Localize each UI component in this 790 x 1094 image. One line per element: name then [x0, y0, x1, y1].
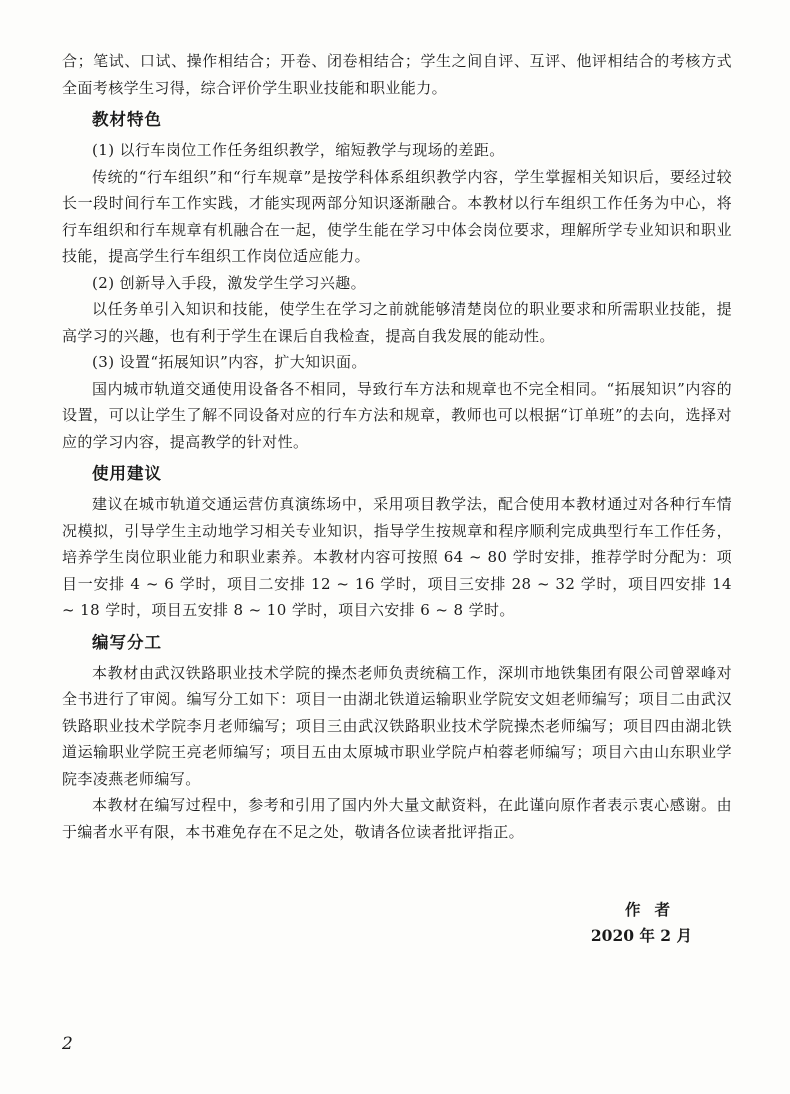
usage-body: 建议在城市轨道交通运营仿真演练场中，采用项目教学法，配合使用本教材通过对各种行车情况模拟，引导学生主动地学习相关专业知识，指导学生按规章和程序顺利完成典型行车工作任务，培养学生岗位职业能力和职业素养。本教材内容可按照 64 ~ 80 学时安排，推荐学时分配为：项目一安排 4 ~ 6 学时，项目二安排 12 ~ 16 学时，项目三安排 28 ~ 32 学时，项目四安排 14 ~ 18 学时，项目五安排 8 ~ 10 学时，项目六安排 6 ~ 8 学时。	[62, 495, 732, 619]
division-heading: 编写分工	[92, 632, 162, 652]
feature-1-title: (1) 以行车岗位工作任务组织教学，缩短教学与现场的差距。	[92, 141, 505, 159]
feature-3-title: (3) 设置“拓展知识”内容，扩大知识面。	[92, 353, 367, 371]
page-number: 2	[62, 1034, 73, 1054]
feature-3-body: 国内城市轨道交通使用设备各不相同，导致行车方法和规章也不完全相同。“拓展知识”内容的设置，可以让学生了解不同设备对应的行车方法和规章，教师也可以根据“订单班”的去向，选择对应的学习内容，提高教学的针对性。	[62, 379, 732, 451]
feature-2-title: (2) 创新导入手段，激发学生学习兴趣。	[92, 273, 367, 292]
feature-1-body: 传统的“行车组织”和“行车规章”是按学科体系组织教学内容，学生掌握相关知识后，要经过较长一段时间行车工作实践，才能实现两部分知识逐渐融合。本教材以行车组织工作任务为中心，将行车组织和行车规章有机融合在一起，使学生能在学习中体会岗位要求，理解所学专业知识和职业技能，提高学生行车组织工作岗位适应能力。	[62, 167, 732, 265]
division-body-1: 本教材由武汉铁路职业技术学院的操杰老师负责统稿工作，深圳市地铁集团有限公司曾翠峰对全书进行了审阅。编写分工如下：项目一由湖北铁道运输职业学院安文妲老师编写；项目二由武汉铁路职业技术学院李月老师编写；项目三由武汉铁路职业技术学院操杰老师编写；项目四由湖北铁道运输职业学院王亮老师编写；项目五由太原城市职业学院卢柏蓉老师编写；项目六由山东职业学院李凌燕老师编写。	[62, 663, 732, 788]
intro-paragraph: 合；笔试、口试、操作相结合；开卷、闭卷相结合；学生之间自评、互评、他评相结合的考核方式全面考核学生习得，综合评价学生职业技能和职业能力。	[62, 52, 732, 97]
features-heading: 教材特色	[92, 110, 162, 129]
division-body-2: 本教材在编写过程中，参考和引用了国内外大量文献资料，在此谨向原作者表示衷心感谢。由于编者水平有限，本书难免存在不足之处，敬请各位读者批评指正。	[62, 796, 732, 841]
preface-body	[62, 48, 732, 845]
usage-heading: 使用建议	[92, 464, 162, 483]
signature-author: 作者	[624, 900, 684, 919]
signature-date: 2020 年 2 月	[590, 926, 692, 945]
signature-block	[492, 897, 692, 949]
feature-2-body: 以任务单引入知识和技能，使学生在学习之前就能够清楚岗位的职业要求和所需职业技能，提高学习的兴趣，也有利于学生在课后自我检查，提高自我发展的能动性。	[62, 300, 732, 345]
